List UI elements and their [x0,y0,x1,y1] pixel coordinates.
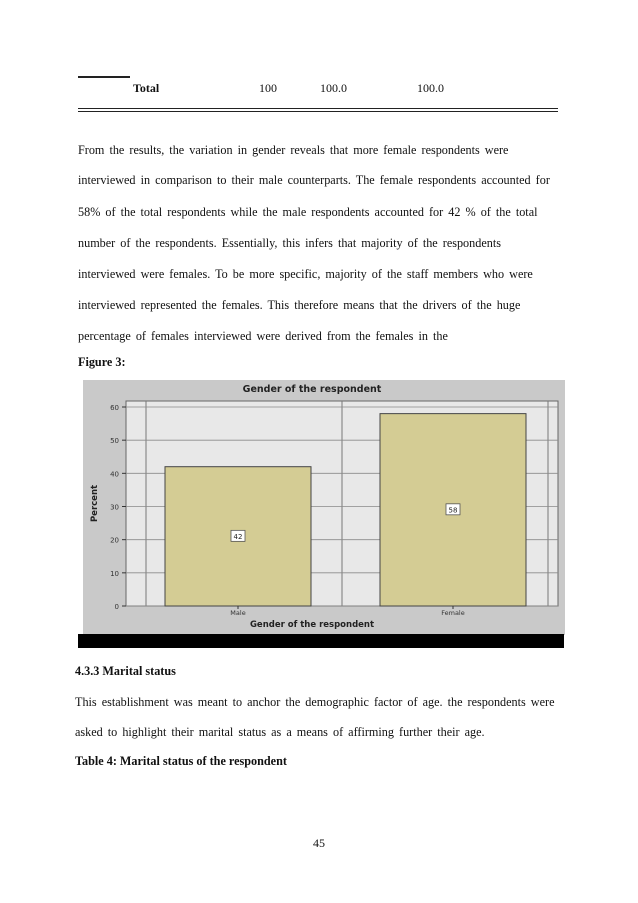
x-tick-label-female: Female [441,609,465,617]
y-tick-label: 20 [110,536,119,545]
table-total-percent: 100.0 [320,81,347,95]
paragraph-line-3: 58% of the total respondents while the male respondents accounted for 42 % of the total [78,205,538,219]
y-tick-label: 30 [110,503,119,512]
section-text-line-2: asked to highlight their marital status as a means of affirming further their age. [75,725,485,739]
data-label-male: 42 [233,532,243,541]
x-tick-label-male: Male [230,609,246,617]
paragraph-line-4: number of the respondents. Essentially, this infers that majority of the respondents [78,236,501,250]
table-top-rule [78,76,130,78]
section-heading: 4.3.3 Marital status [75,664,176,678]
table-total-valid-percent: 100.0 [417,81,444,95]
section-text-line-1: This establishment was meant to anchor the demographic factor of age. the respondents were [75,695,555,709]
y-tick-label: 50 [110,437,119,446]
paragraph-line-1: From the results, the variation in gender reveals that more female respondents were [78,143,509,157]
y-tick-label: 60 [110,404,119,412]
figure-label: Figure 3: [78,355,126,369]
y-axis-label: Percent [90,484,100,523]
y-tick-label: 0 [114,603,119,611]
y-tick-label: 40 [110,470,119,479]
paragraph-line-6: interviewed represented the females. This therefore means that the drivers of the huge [78,298,521,312]
figure-bottom-bar [78,634,564,648]
y-tick-label: 10 [110,569,119,578]
table-total-label: Total [133,81,160,95]
chart-figure [83,380,565,635]
table-bottom-rule-2 [78,111,558,112]
data-label-female: 58 [448,506,458,515]
paragraph-line-7: percentage of females interviewed were derived from the females in the [78,329,448,343]
table-total-frequency: 100 [259,81,277,95]
table-caption: Table 4: Marital status of the respondent [75,754,287,768]
gender-bar-chart [83,380,565,635]
table-bottom-rule-1 [78,108,558,109]
chart-title: Gender of the respondent [242,384,382,395]
x-axis-label: Gender of the respondent [249,620,375,630]
paragraph-line-2: interviewed in comparison to their male counterparts. The female respondents accounted for [78,173,550,187]
page-number: 45 [313,836,325,850]
paragraph-line-5: interviewed were females. To be more specific, majority of the staff members who were [78,267,533,281]
